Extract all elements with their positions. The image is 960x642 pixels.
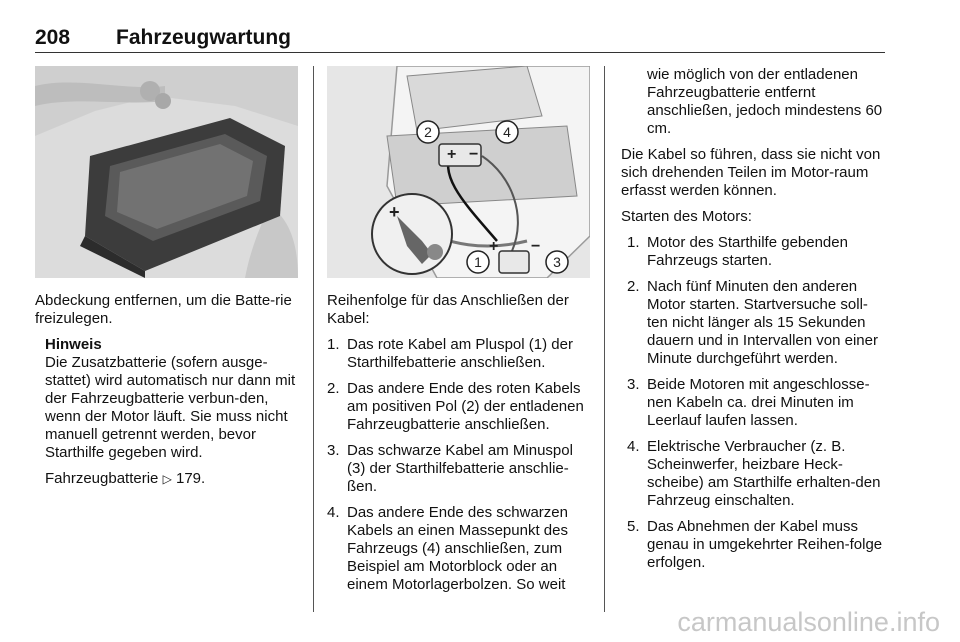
step-text: Das schwarze Kabel am Minuspol (3) der Starthilfebatterie anschlie-ßen. <box>347 442 573 495</box>
list-item <box>327 336 592 372</box>
battery-cover-illustration <box>35 66 298 278</box>
callout-1 <box>467 251 489 273</box>
step-number: 4. <box>627 438 640 455</box>
reference-page[interactable]: 179. <box>175 470 206 487</box>
cover-instruction: Abdeckung entfernen, um die Batte-rie freizulegen. <box>35 292 292 327</box>
continued-text: wie möglich von der entladenen Fahrzeugbatterie entfernt anschließen, jedoch mindestens 60 cm. <box>647 66 883 137</box>
step-text: Beide Motoren mit angeschlosse-nen Kabeln ca. drei Minuten im Leerlauf laufen lassen. <box>647 376 870 429</box>
battery-cover-drawing <box>35 66 298 278</box>
callout-3-label: 3 <box>553 254 561 270</box>
column-2 <box>327 292 592 602</box>
start-heading: Starten des Motors: <box>621 208 752 225</box>
step-text: Das Abnehmen der Kabel muss genau in umgekehrter Reihen-folge erfolgen. <box>647 518 883 571</box>
connection-intro: Reihenfolge für das Anschließen der Kabel: <box>327 292 569 327</box>
column-1 <box>35 292 300 496</box>
header-rule <box>35 52 885 53</box>
column-3 <box>621 66 887 580</box>
connection-steps <box>327 336 592 594</box>
svg-text:+: + <box>489 238 499 255</box>
svg-text:−: − <box>531 238 541 255</box>
step-text: Motor des Starthilfe gebenden Fahrzeugs starten. <box>647 234 848 269</box>
step-number: 1. <box>327 336 340 353</box>
note-title: Hinweis <box>45 336 102 353</box>
step-text: Nach fünf Minuten den anderen Motor starten. Startversuche soll-ten nicht länger als 15 Sekunden dauern und in Intervallen von einer Minute durchgeführt werden. <box>647 278 878 367</box>
step-number: 2. <box>327 380 340 397</box>
list-item <box>627 376 887 430</box>
reference-label: Fahrzeugbatterie <box>45 470 159 487</box>
list-item <box>327 380 592 434</box>
list-item <box>627 438 887 510</box>
column-divider <box>313 66 314 612</box>
page-header <box>35 26 885 52</box>
callout-3 <box>546 251 568 273</box>
list-item <box>627 278 887 368</box>
list-item <box>327 442 592 496</box>
step-text: Das rote Kabel am Pluspol (1) der Starthilfebatterie anschließen. <box>347 336 573 371</box>
note-block <box>35 336 300 488</box>
step-number: 4. <box>327 504 340 521</box>
list-item <box>627 234 887 270</box>
svg-text:−: − <box>469 146 479 163</box>
page-title: Fahrzeugwartung <box>116 26 292 49</box>
cable-routing-text: Die Kabel so führen, dass sie nicht von sich drehenden Teilen im Motor-raum erfasst werden können. <box>621 146 881 199</box>
step-text: Das andere Ende des schwarzen Kabels an einen Massepunkt des Fahrzeugs (4) anschließen, zum Beispiel am Motorblock oder an einem Motorlagerbolzen. So weit <box>347 504 568 593</box>
start-steps <box>621 234 887 572</box>
list-item <box>627 518 887 572</box>
callout-2 <box>417 121 439 143</box>
arrow-ref-icon: ▷ <box>162 472 172 486</box>
watermark: carmanualsonline.info <box>677 607 940 637</box>
svg-text:+: + <box>389 202 400 222</box>
cross-reference <box>45 470 300 488</box>
callout-2-label: 2 <box>424 124 432 140</box>
step-number: 3. <box>327 442 340 459</box>
step-text: Elektrische Verbraucher (z. B. Scheinwerfer, heizbare Heck-scheibe) am Starthilfe erhalten-den Fahrzeug einschalten. <box>647 438 881 509</box>
list-item <box>327 504 592 594</box>
jump-start-drawing <box>327 66 590 278</box>
step-number: 5. <box>627 518 640 535</box>
svg-text:+: + <box>447 146 457 163</box>
page-number: 208 <box>35 26 71 49</box>
note-text: Die Zusatzbatterie (sofern ausge-stattet) wird automatisch nur dann mit der Fahrzeugbatterie verbun-den, wenn der Motor läuft. Sie muss nicht manuell getrennt werden, bevor Starthilfe gegeben wird. <box>45 354 296 461</box>
jump-start-illustration <box>327 66 590 278</box>
step-number: 2. <box>627 278 640 295</box>
step-number: 1. <box>627 234 640 251</box>
column-divider <box>604 66 605 612</box>
step-number: 3. <box>627 376 640 393</box>
callout-1-label: 1 <box>474 254 482 270</box>
callout-4 <box>496 121 518 143</box>
step-text: Das andere Ende des roten Kabels am positiven Pol (2) der entladenen Fahrzeugbatterie anschließen. <box>347 380 584 433</box>
callout-4-label: 4 <box>503 124 511 140</box>
